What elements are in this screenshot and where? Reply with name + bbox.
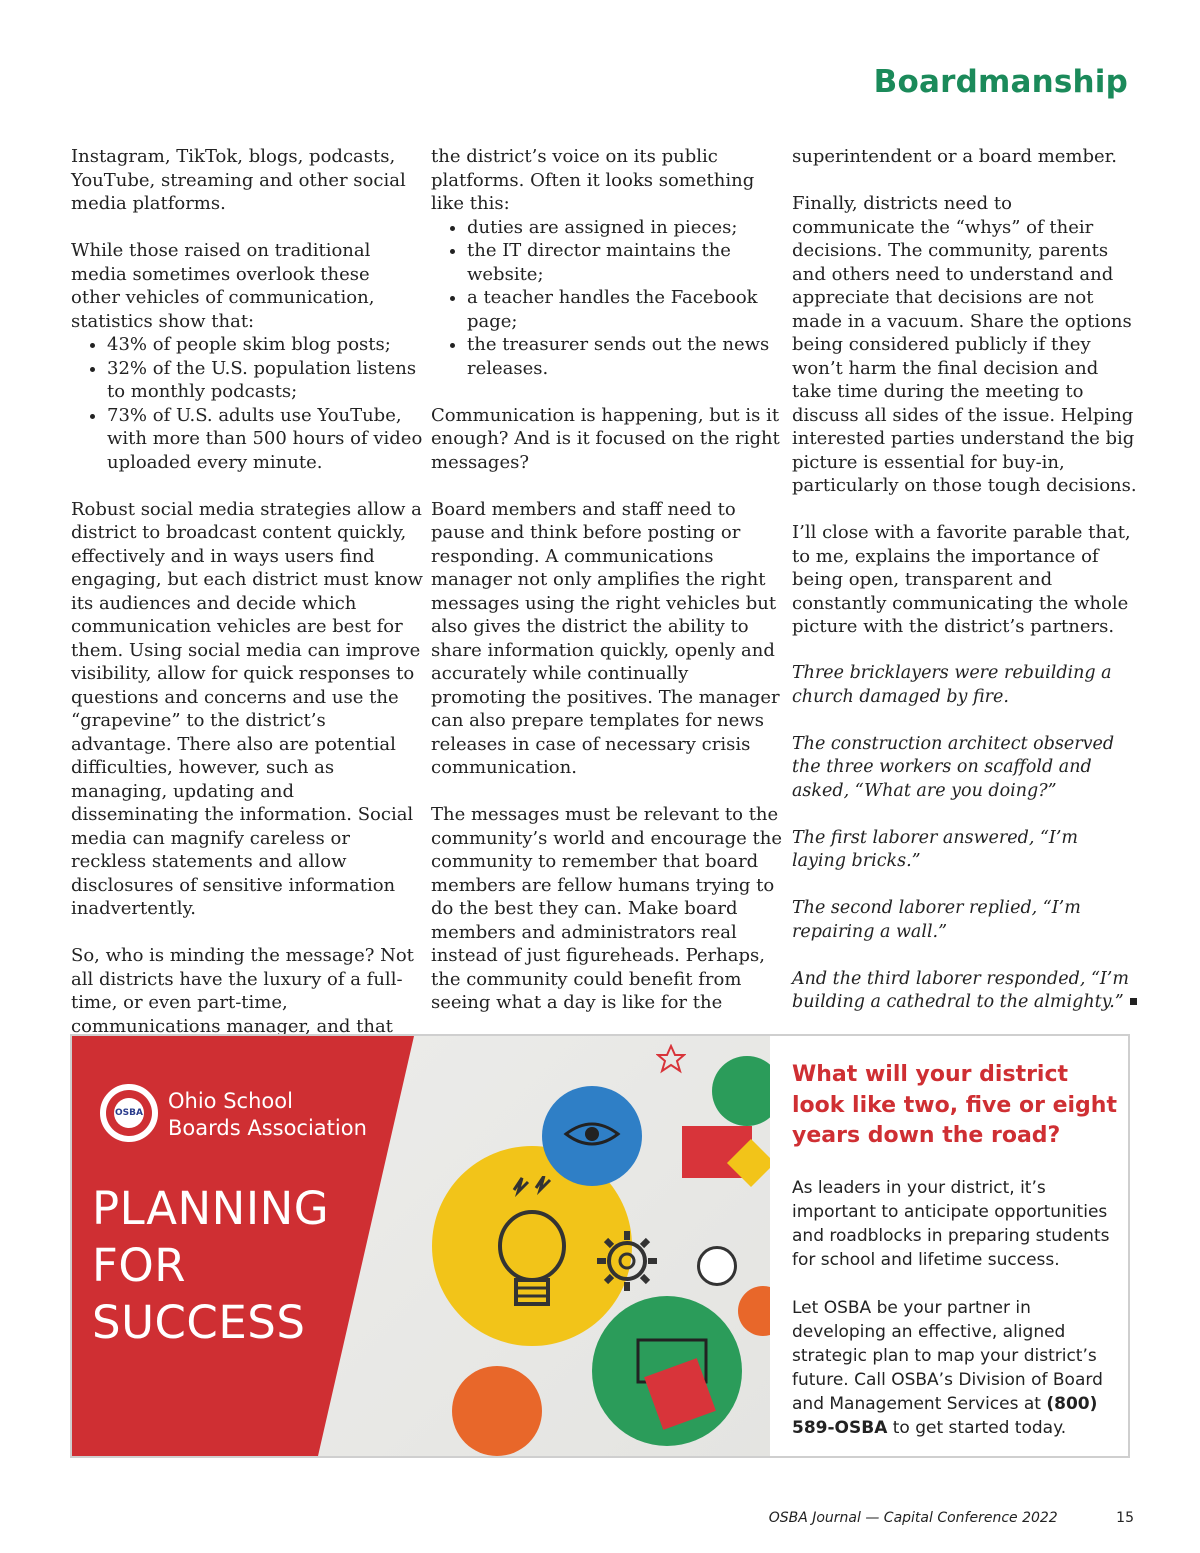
- parable-line: The first laborer answered, “I’m laying bricks.”: [792, 827, 1078, 871]
- paragraph: superintendent or a board member.: [792, 146, 1118, 167]
- paragraph: Instagram, TikTok, blogs, podcasts, YouTube, streaming and other social media platforms.: [71, 146, 406, 214]
- ad-body-2: Let OSBA be your partner in developing an effective, aligned strategic plan to map your district’s future. Call OSBA’s Division of Board and Management Services at (800) 589-OSBA to get started today.: [792, 1297, 1103, 1438]
- article-column-3: [792, 145, 1137, 1038]
- small-green-circle: [712, 1056, 770, 1126]
- headline-line: SUCCESS: [92, 1296, 306, 1349]
- list-item: • the IT director maintains the website;: [467, 239, 783, 286]
- headline-line: PLANNING: [92, 1182, 330, 1235]
- osba-advertisement: [70, 1034, 1130, 1458]
- eye-icon: [562, 1114, 622, 1154]
- parable-text: And the third laborer responded, “I’m building a cathedral to the almighty.”: [792, 968, 1129, 1012]
- small-orange-circle: [738, 1286, 770, 1336]
- parable-line: [792, 968, 1137, 1015]
- ad-headline: [92, 1180, 329, 1351]
- duties-list: [431, 216, 783, 381]
- osba-seal-text: OSBA: [114, 1098, 144, 1128]
- lightbulb-icon: [472, 1176, 592, 1326]
- page-footer: [769, 1510, 1134, 1526]
- gear-icon: [592, 1226, 662, 1296]
- stats-list: [71, 333, 423, 474]
- list-item: • 32% of the U.S. population listens to monthly podcasts;: [107, 357, 423, 404]
- orange-circle: [452, 1366, 542, 1456]
- list-item: • the treasurer sends out the news releases.: [467, 333, 783, 380]
- phone-number: (800) 589-OSBA: [792, 1393, 1098, 1438]
- paragraph: While those raised on traditional media sometimes overlook these other vehicles of communication, statistics show that:: [71, 240, 375, 332]
- list-item: • 43% of people skim blog posts;: [107, 333, 423, 357]
- hatched-circle: [697, 1246, 737, 1286]
- paragraph: Communication is happening, but is it enough? And is it focused on the right messages?: [431, 404, 780, 473]
- headline-line: FOR: [92, 1239, 187, 1292]
- ad-copy: [792, 1060, 1122, 1440]
- paragraph: Board members and staff need to pause and think before posting or responding. A communications manager not only amplifies the right messages using the right vehicles but also gives the district the ability to share information quickly, openly and accurately while continually promoting the positives. The manager can also prepare templates for news releases in case of necessary crisis communication.: [431, 498, 780, 778]
- parable-line: The second laborer replied, “I’m repairing a wall.”: [792, 898, 1081, 942]
- org-name-line2: Boards Association: [168, 1116, 367, 1140]
- paragraph: Finally, districts need to communicate the “whys” of their decisions. The community, parents and others need to understand and appreciate that decisions are not made in a vacuum. Share the options being considered publicly if they won’t harm the final decision and take time during the meeting to discuss all sides of the issue. Helping interested parties understand the big picture is essential for buy-in, particularly on those tough decisions.: [792, 193, 1137, 496]
- paragraph: Robust social media strategies allow a district to broadcast content quickly, effectively and in ways users find engaging, but each district must know its audiences and decide which communication vehicles are best for them. Using social media can improve visibility, allow for quick responses to questions and concerns and use the “grapevine” to the district’s advantage. There also are potential difficulties, however, such as managing, updating and disseminating the information. Social media can magnify careless or reckless statements and allow disclosures of sensitive information inadvertently.: [71, 498, 423, 919]
- star-icon: [656, 1044, 686, 1074]
- paragraph: The messages must be relevant to the community’s world and encourage the community to remember that board members are fellow humans trying to do the best they can. Make board members and administrators real instead of just figureheads. Perhaps, the community could benefit from seeing what a day is like for the: [431, 804, 782, 1013]
- paragraph: I’ll close with a favorite parable that, to me, explains the importance of being open, transparent and constantly communicating the whole picture with the district’s partners.: [792, 522, 1131, 637]
- article-column-1: [71, 145, 423, 1109]
- end-mark-icon: [1130, 998, 1137, 1005]
- list-item: • a teacher handles the Facebook page;: [467, 286, 783, 333]
- paragraph: the district’s voice on its public platforms. Often it looks something like this:: [431, 146, 755, 214]
- osba-logo-text: [168, 1088, 367, 1142]
- org-name-line1: Ohio School: [168, 1089, 293, 1113]
- list-item: • duties are assigned in pieces;: [467, 216, 783, 240]
- page-number: 15: [1116, 1510, 1134, 1526]
- parable-line: Three bricklayers were rebuilding a church damaged by fire.: [792, 663, 1112, 707]
- section-title: Boardmanship: [873, 64, 1128, 100]
- parable-line: The construction architect observed the three workers on scaffold and asked, “What are you doing?”: [792, 733, 1115, 801]
- list-item: • 73% of U.S. adults use YouTube, with more than 500 hours of video uploaded every minute.: [107, 404, 423, 475]
- journal-title: OSBA Journal — Capital Conference 2022: [768, 1510, 1058, 1526]
- article-column-2: [431, 145, 783, 1038]
- ad-question: What will your district look like two, five or eight years down the road?: [792, 1062, 1117, 1148]
- paragraph: So, who is minding the message? Not all districts have the luxury of a full-time, or even part-time, communications manager, and that: [71, 945, 414, 1037]
- ad-body-1: As leaders in your district, it’s important to anticipate opportunities and roadblocks in preparing students for school and lifetime success.: [792, 1177, 1110, 1270]
- osba-logo-seal: [100, 1084, 158, 1142]
